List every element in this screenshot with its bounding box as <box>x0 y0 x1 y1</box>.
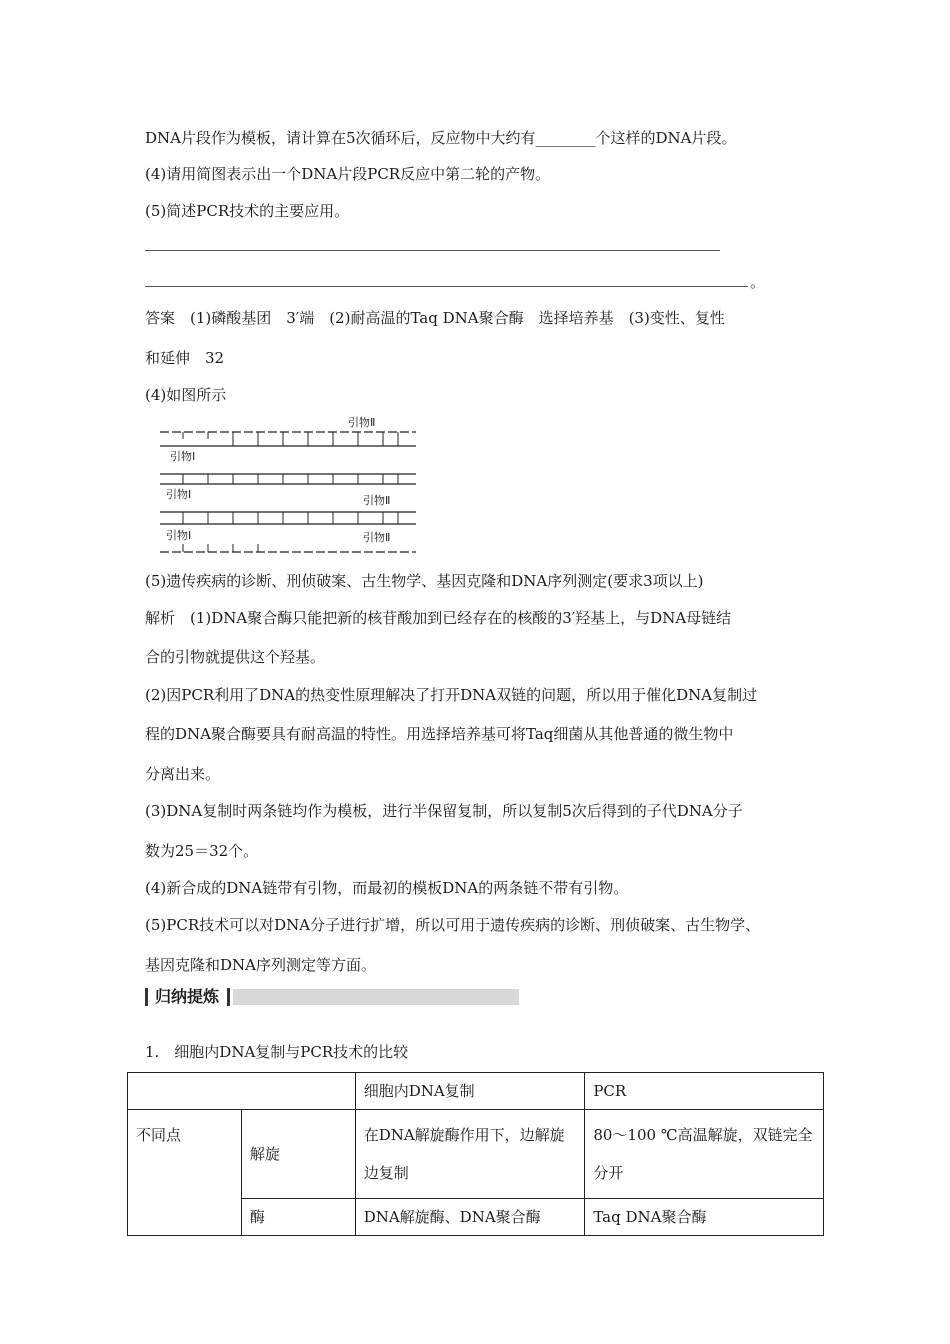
cell-cellular-unwinding: 在DNA解旋酶作用下，边解旋边复制 <box>355 1110 585 1199</box>
header-cell-cellular: 细胞内DNA复制 <box>355 1073 585 1110</box>
comparison-table <box>127 1072 824 1236</box>
question-5: (5)简述PCR技术的主要应用。 <box>145 202 350 220</box>
answer-line-3: (4)如图所示 <box>145 386 227 404</box>
header-cell-pcr: PCR <box>585 1073 824 1110</box>
explanation-line-5: 分离出来。 <box>145 765 221 783</box>
explanation-line-8: (4)新合成的DNA链带有引物，而最初的模板DNA的两条链不带有引物。 <box>145 879 629 897</box>
banner-left-bar <box>145 988 148 1006</box>
blank-end-mark: 。 <box>750 273 766 291</box>
primer-2-label-c: 引物Ⅱ <box>363 531 391 544</box>
primer-1-label-b: 引物Ⅰ <box>166 488 192 501</box>
comparison-heading: 1. 细胞内DNA复制与PCR技术的比较 <box>145 1043 409 1061</box>
explanation-line-7: 数为25＝32个。 <box>145 842 259 860</box>
explanation-line-10: 基因克隆和DNA序列测定等方面。 <box>145 956 376 974</box>
table-header-row <box>128 1073 824 1110</box>
row-label-enzyme: 酶 <box>241 1199 355 1236</box>
cell-pcr-unwinding: 80～100 ℃高温解旋，双链完全分开 <box>585 1110 824 1199</box>
row-label-unwinding: 解旋 <box>241 1110 355 1199</box>
cell-cellular-enzyme: DNA解旋酶、DNA聚合酶 <box>355 1199 585 1236</box>
question-line-1: DNA片段作为模板，请计算在5次循环后，反应物中大约有________个这样的DNA片段。 <box>145 129 737 147</box>
primer-1-label-a: 引物Ⅰ <box>170 450 196 463</box>
answer-blank-line-2 <box>145 286 748 287</box>
explanation-line-9: (5)PCR技术可以对DNA分子进行扩增，所以可用于遗传疾病的诊断、刑侦破案、古生物学、 <box>145 916 761 934</box>
primer-1-label-c: 引物Ⅰ <box>166 529 192 542</box>
explanation-line-1: 解析 (1)DNA聚合酶只能把新的核苷酸加到已经存在的核酸的3′羟基上，与DNA母链结 <box>145 609 732 627</box>
pcr-second-round-diagram <box>158 414 420 556</box>
answer-line-2: 和延伸 32 <box>145 349 225 367</box>
explanation-line-2: 合的引物就提供这个羟基。 <box>145 648 326 666</box>
explanation-line-4: 程的DNA聚合酶要具有耐高温的特性。用选择培养基可将Taq细菌从其他普通的微生物中 <box>145 725 734 743</box>
banner-right-bar <box>227 988 230 1006</box>
answer-blank-line-1 <box>145 250 720 251</box>
question-4: (4)请用简图表示出一个DNA片段PCR反应中第二轮的产物。 <box>145 165 551 183</box>
table-row <box>128 1110 824 1199</box>
primer-2-label-b: 引物Ⅱ <box>363 494 391 507</box>
answer-line-1: 答案 (1)磷酸基团 3′端 (2)耐高温的Taq DNA聚合酶 选择培养基 (3)变性、复性 <box>145 309 725 327</box>
banner-background <box>233 989 519 1005</box>
primer-2-label-a: 引物Ⅱ <box>348 416 376 429</box>
section-banner <box>145 986 519 1008</box>
group-label-differences: 不同点 <box>128 1110 242 1236</box>
header-cell-empty <box>128 1073 356 1110</box>
explanation-line-6: (3)DNA复制时两条链均作为模板，进行半保留复制，所以复制5次后得到的子代DNA分子 <box>145 802 743 820</box>
answer-line-4: (5)遗传疾病的诊断、刑侦破案、古生物学、基因克隆和DNA序列测定(要求3项以上) <box>145 572 704 590</box>
section-title: 归纳提炼 <box>155 987 220 1006</box>
explanation-line-3: (2)因PCR利用了DNA的热变性原理解决了打开DNA双链的问题，所以用于催化DNA复制过 <box>145 686 758 704</box>
cell-pcr-enzyme: Taq DNA聚合酶 <box>585 1199 824 1236</box>
